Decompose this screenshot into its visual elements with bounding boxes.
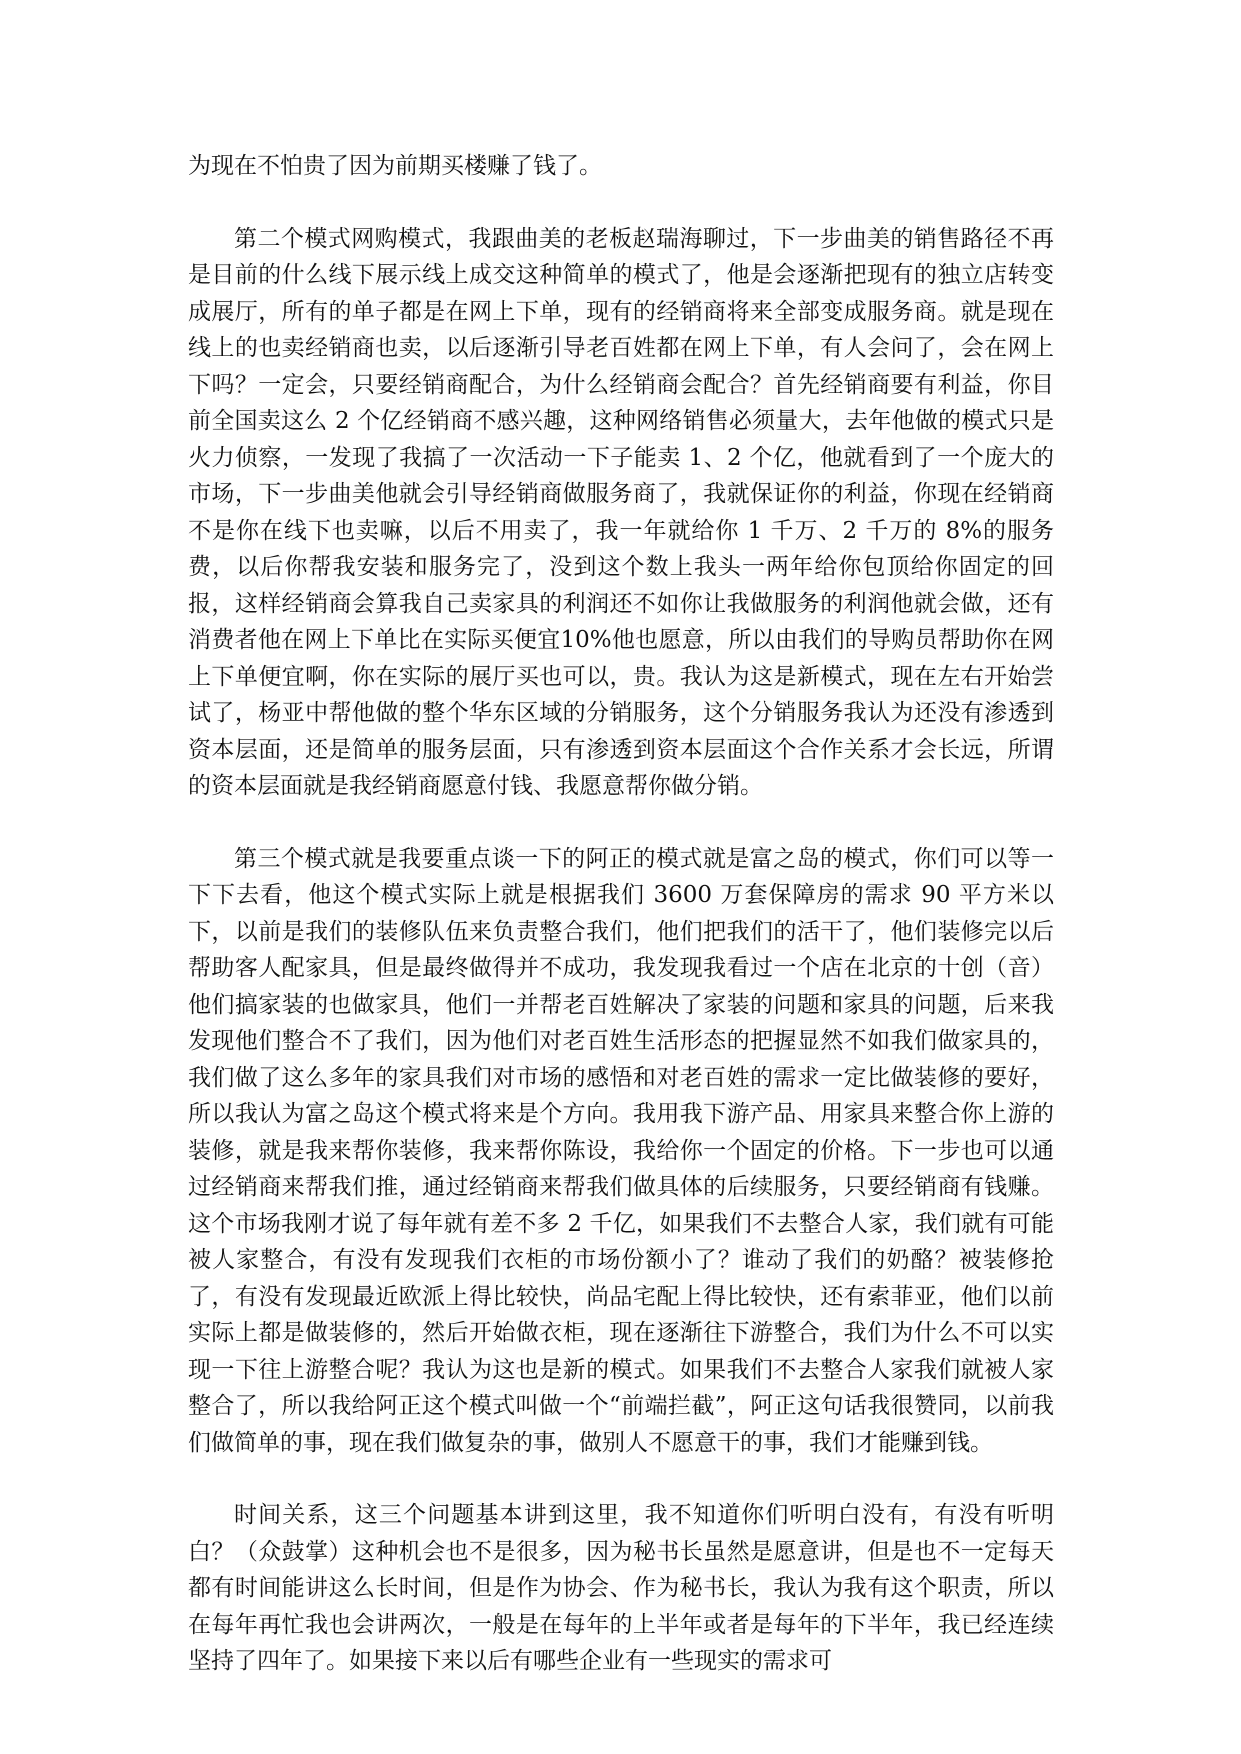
- paragraph-continuation: 为现在不怕贵了因为前期买楼赚了钱了。: [188, 153, 602, 179]
- paragraph-closing-remarks: 时间关系，这三个问题基本讲到这里，我不知道你们听明白没有，有没有听明白？（众鼓掌）这种机会也不是很多，因为秘书长虽然是愿意讲，但是也不一定每天都有时间能讲这么长时间，但是作为协会、作为秘书长，我认为我有这个职责，所以在每年再忙我也会讲两次，一般是在每年的上半年或者是每年的下半年，我已经连续坚持了四年了。如果接下来以后有哪些企业有一些现实的需求可: [188, 1502, 1054, 1674]
- document-body: [188, 148, 1054, 1716]
- paragraph-fuzhidao-model: 第三个模式就是我要重点谈一下的阿正的模式就是富之岛的模式，你们可以等一下下去看，他这个模式实际上就是根据我们 3600 万套保障房的需求 90 平方米以下，以前是我们的装修队伍来负责整合我们，他们把我们的活干了，他们装修完以后帮助客人配家具，但是最终做得并不成功，我发现我看过一个店在北京的十创（音）他们搞家装的也做家具，他们一并帮老百姓解决了家装的问题和家具的问题，后来我发现他们整合不了我们，因为他们对老百姓生活形态的把握显然不如我们做家具的，我们做了这么多年的家具我们对市场的感悟和对老百姓的需求一定比做装修的要好，所以我认为富之岛这个模式将来是个方向。我用我下游产品、用家具来整合你上游的装修，就是我来帮你装修，我来帮你陈设，我给你一个固定的价格。下一步也可以通过经销商来帮我们推，通过经销商来帮我们做具体的后续服务，只要经销商有钱赚。这个市场我刚才说了每年就有差不多 2 千亿，如果我们不去整合人家，我们就有可能被人家整合，有没有发现我们衣柜的市场份额小了？谁动了我们的奶酪？被装修抢了，有没有发现最近欧派上得比较快，尚品宅配上得比较快，还有索菲亚，他们以前实际上都是做装修的，然后开始做衣柜，现在逐渐往下游整合，我们为什么不可以实现一下往上游整合呢？我认为这也是新的模式。如果我们不去整合人家我们就被人家整合了，所以我给阿正这个模式叫做一个“前端拦截”，阿正这句话我很赞同，以前我们做简单的事，现在我们做复杂的事，做别人不愿意干的事，我们才能赚到钱。: [188, 845, 1054, 1456]
- paragraph-online-shopping-model: 第二个模式网购模式，我跟曲美的老板赵瑞海聊过，下一步曲美的销售路径不再是目前的什么线下展示线上成交这种简单的模式了，他是会逐渐把现有的独立店转变成展厅，所有的单子都是在网上下单，现有的经销商将来全部变成服务商。就是现在线上的也卖经销商也卖，以后逐渐引导老百姓都在网上下单，有人会问了，会在网上下吗？一定会，只要经销商配合，为什么经销商会配合？首先经销商要有利益，你目前全国卖这么 2 个亿经销商不感兴趣，这种网络销售必须量大，去年他做的模式只是火力侦察，一发现了我搞了一次活动一下子能卖 1、2 个亿，他就看到了一个庞大的市场，下一步曲美他就会引导经销商做服务商了，我就保证你的利益，你现在经销商不是你在线下也卖嘛，以后不用卖了，我一年就给你 1 千万、2 千万的 8%的服务费，以后你帮我安装和服务完了，没到这个数上我头一两年给你包顶给你固定的回报，这样经销商会算我自己卖家具的利润还不如你让我做服务的利润他就会做，还有消费者他在网上下单比在实际买便宜10%他也愿意，所以由我们的导购员帮助你在网上下单便宜啊，你在实际的展厅买也可以，贵。我认为这是新模式，现在左右开始尝试了，杨亚中帮他做的整个华东区域的分销服务，这个分销服务我认为还没有渗透到资本层面，还是简单的服务层面，只有渗透到资本层面这个合作关系才会长远，所谓的资本层面就是我经销商愿意付钱、我愿意帮你做分销。: [188, 225, 1054, 799]
